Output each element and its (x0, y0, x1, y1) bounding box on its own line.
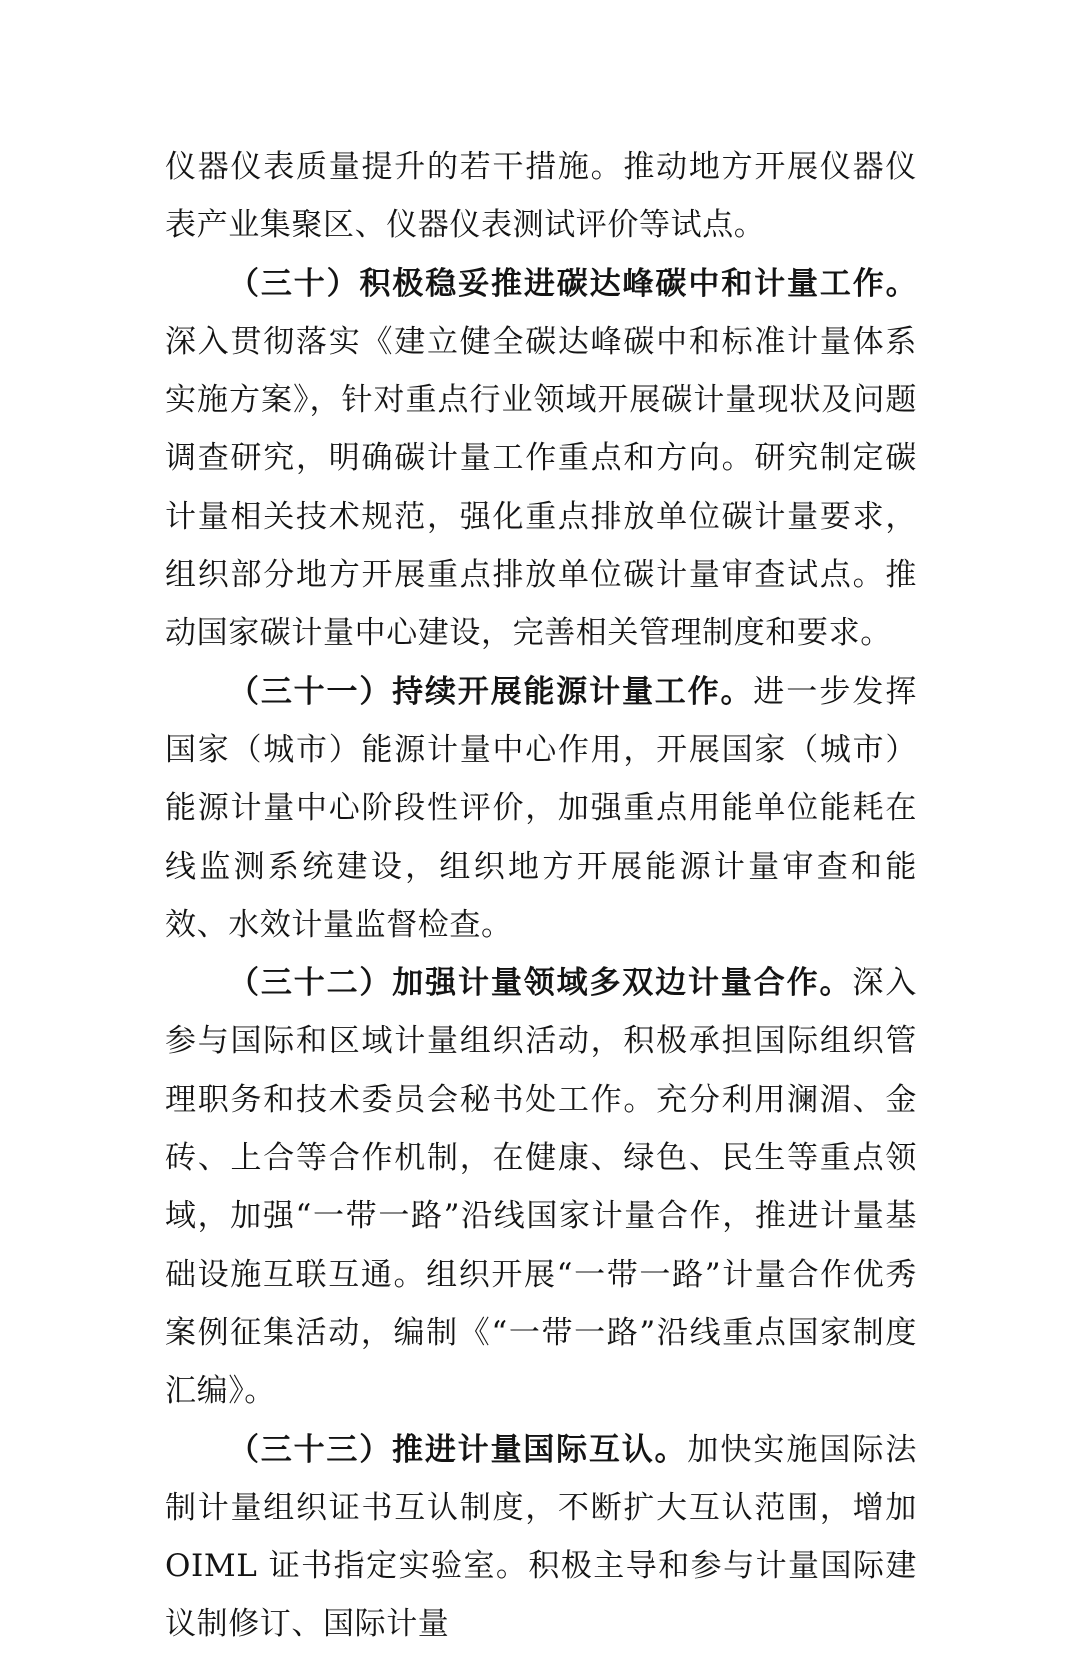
paragraph-section-32 (165, 954, 917, 1420)
section-heading-30: （三十）积极稳妥推进碳达峰碳中和计量工作。 (228, 265, 917, 302)
document-body (165, 138, 917, 1654)
paragraph-text: 深入贯彻落实《建立健全碳达峰碳中和标准计量体系实施方案》，针对重点行业领域开展碳计量现状及问题调查研究，明确碳计量工作重点和方向。研究制定碳计量相关技术规范，强化重点排放单位碳计量要求，组织部分地方开展重点排放单位碳计量审查试点。推动国家碳计量中心建设，完善相关管理制度和要求。 (165, 323, 917, 652)
paragraph-text: 加快实施国际法制计量组织证书互认制度，不断扩大互认范围，增加 OIML 证书指定实验室。积极主导和参与计量国际建议制修订、国际计量 (165, 1431, 917, 1643)
section-heading-31: （三十一）持续开展能源计量工作。 (228, 673, 754, 710)
paragraph-section-30 (165, 255, 917, 663)
paragraph-text: 深入参与国际和区域计量组织活动，积极承担国际组织管理职务和技术委员会秘书处工作。充分利用澜湄、金砖、上合等合作机制，在健康、绿色、民生等重点领域，加强“一带一路”沿线国家计量合作，推进计量基础设施互联互通。组织开展“一带一路”计量合作优秀案例征集活动，编制《“一带一路”沿线重点国家制度汇编》。 (165, 965, 917, 1410)
section-heading-32: （三十二）加强计量领域多双边计量合作。 (228, 965, 853, 1002)
section-heading-33: （三十三）推进计量国际互认。 (228, 1431, 688, 1468)
paragraph-section-33 (165, 1421, 917, 1654)
paragraph-text: 仪器仪表质量提升的若干措施。推动地方开展仪器仪表产业集聚区、仪器仪表测试评价等试点。 (165, 149, 917, 244)
paragraph-instrument-quality (165, 138, 917, 255)
paragraph-text: 进一步发挥国家（城市）能源计量中心作用，开展国家（城市）能源计量中心阶段性评价，加强重点用能单位能耗在线监测系统建设，组织地方开展能源计量审查和能效、水效计量监督检查。 (165, 673, 917, 943)
paragraph-section-31 (165, 663, 917, 954)
